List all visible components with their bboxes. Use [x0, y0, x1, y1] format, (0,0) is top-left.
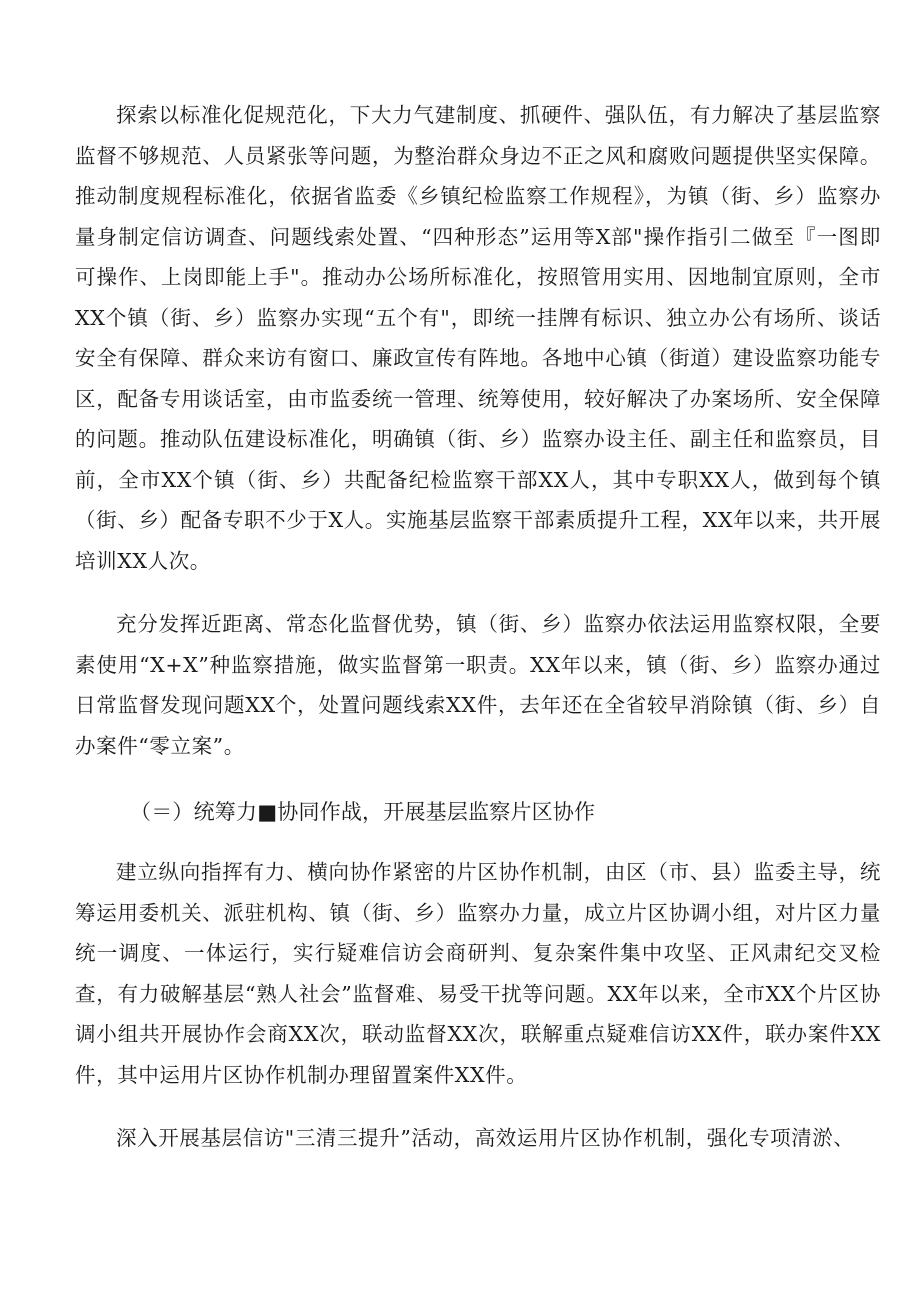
section-heading: （＝）统筹力■协同作战，开展基层监察片区协作: [130, 800, 596, 824]
paragraph-petition-activity: 深入开展基层信访"三清三提升”活动，高效运用片区协作机制，强化专项清淤、: [116, 1126, 855, 1150]
paragraph-supervision-advantage: 充分发挥近距离、常态化监督优势，镇（街、乡）监察办依法运用监察权限，全要素使用“X+X”种监察措施，做实监督第一职责。XX年以来，镇（街、乡）监察办通过日常监督发现问题XX个，处置问题线索XX件，去年还在全省较早消除镇（街、乡）自办案件“零立案”。: [75, 612, 881, 758]
paragraph-district-collaboration: 建立纵向指挥有力、横向协作紧密的片区协作机制，由区（市、县）监委主导，统筹运用委机关、派驻机构、镇（街、乡）监察办力量，成立片区协调小组，对片区力量统一调度、一体运行，实行疑难信访会商研判、复杂案件集中攻坚、正风肃纪交叉检查，有力破解基层“熟人社会”监督难、易受干扰等问题。XX年以来，全市XX个片区协调小组共开展协作会商XX次，联动监督XX次，联解重点疑难信访XX件，联办案件XX件，其中运用片区协作机制办理留置案件XX件。: [75, 860, 881, 1087]
document-page: [75, 95, 881, 1159]
paragraph-standardization: 探索以标准化促规范化，下大力气建制度、抓硬件、强队伍，有力解决了基层监察监督不够规范、人员紧张等问题，为整治群众身边不正之风和腐败问题提供坚实保障。推动制度规程标准化，依据省监委《乡镇纪检监察工作规程》，为镇（街、乡）监察办量身制定信访调查、问题线索处置、“四种形态”运用等X部"操作指引二做至『一图即可操作、上岗即能上手"。推动办公场所标准化，按照管用实用、因地制宜原则，全市XX个镇（街、乡）监察办实现“五个有"，即统一挂牌有标识、独立办公有场所、谈话安全有保障、群众来访有窗口、廉政宣传有阵地。各地中心镇（街道）建设监察功能专区，配备专用谈话室，由市监委统一管理、统筹使用，较好解决了办案场所、安全保障的问题。推动队伍建设标准化，明确镇（街、乡）监察办设主任、副主任和监察员，目前，全市XX个镇（街、乡）共配备纪检监察干部XX人，其中专职XX人，做到每个镇（街、乡）配备专职不少于X人。实施基层监察干部素质提升工程，XX年以来，共开展培训XX人次。: [75, 103, 881, 573]
